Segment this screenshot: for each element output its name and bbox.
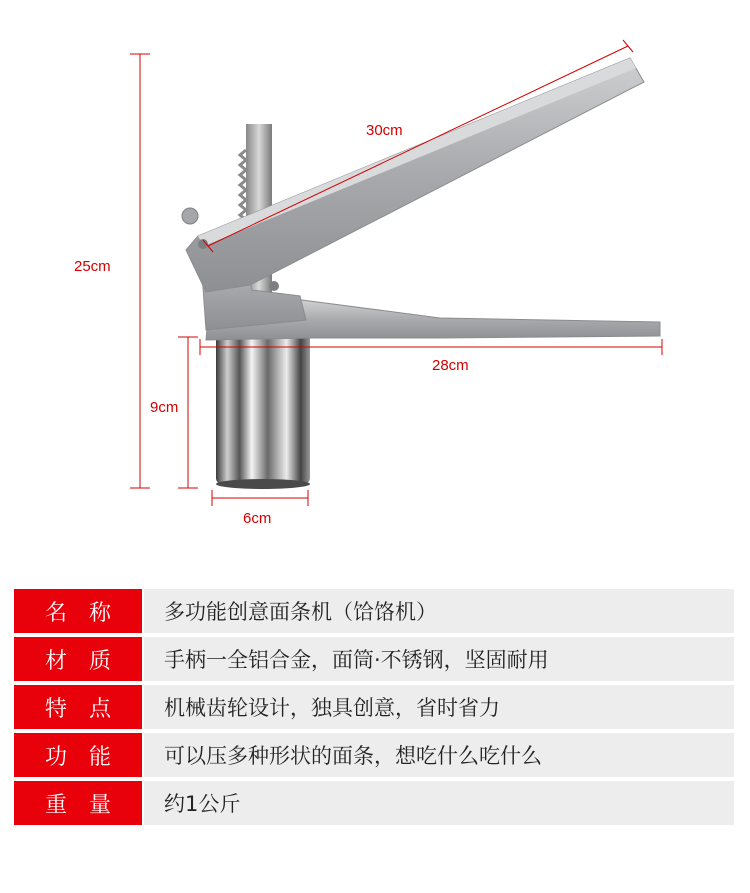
spec-row-name [14,589,734,633]
spec-key: 功能 [14,733,142,777]
label-28cm: 28cm [432,357,469,374]
spec-value: 约1公斤 [144,781,734,825]
spec-value: 可以压多种形状的面条，想吃什么吃什么 [144,733,734,777]
spec-value: 多功能创意面条机（饸饹机） [144,589,734,633]
spec-key: 材质 [14,637,142,681]
dimension-height [74,54,150,488]
spec-row-weight [14,781,734,825]
spec-row-material [14,637,734,681]
spec-row-function [14,733,734,777]
spec-key: 重量 [14,781,142,825]
spec-row-features [14,685,734,729]
steel-cylinder [216,332,310,489]
label-9cm: 9cm [150,399,179,416]
spec-key: 特点 [14,685,142,729]
spec-table [14,589,734,829]
spec-value: 机械齿轮设计，独具创意，省时省力 [144,685,734,729]
dimension-cylinder-height [150,337,198,488]
spec-value: 手柄一全铝合金，面筒·不锈钢，坚固耐用 [144,637,734,681]
label-6cm: 6cm [243,510,272,527]
label-30cm: 30cm [366,122,403,139]
spec-key: 名称 [14,589,142,633]
dimension-cylinder-diameter [212,490,308,527]
label-25cm: 25cm [74,258,111,275]
